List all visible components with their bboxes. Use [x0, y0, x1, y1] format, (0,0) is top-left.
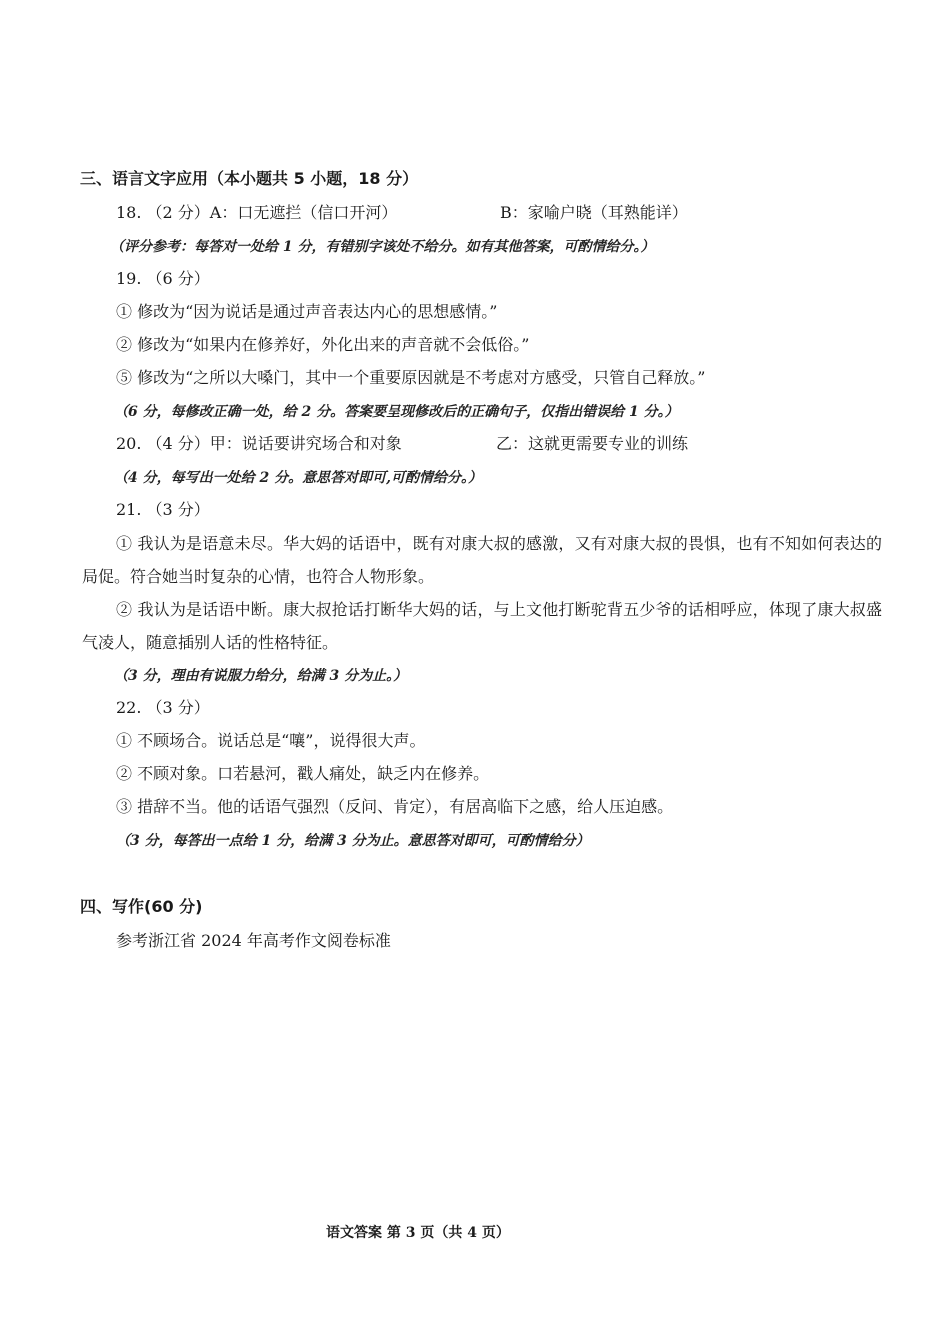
q21-scoring-note: （3 分，理由有说服力给分，给满 3 分为止。） [114, 668, 408, 684]
page-footer: 语文答案 第 3 页（共 4 页） [326, 1225, 510, 1241]
q18-scoring-note: （评分参考：每答对一处给 1 分，有错别字该处不给分。如有其他答案，可酌情给分。） [110, 239, 655, 255]
section4-body: 参考浙江省 2024 年高考作文阅卷标准 [116, 931, 391, 950]
q19-item-1: ① 修改为“因为说话是通过声音表达内心的思想感情。” [116, 302, 498, 321]
q22-item-3: ③ 措辞不当。他的话语气强烈（反问、肯定），有居高临下之感，给人压迫感。 [116, 797, 674, 816]
q22-item-1: ① 不顾场合。说话总是“嚷”，说得很大声。 [116, 731, 426, 750]
q22-item-2: ② 不顾对象。口若悬河，戳人痛处，缺乏内在修养。 [116, 764, 490, 783]
q19-item-2: ② 修改为“如果内在修养好，外化出来的声音就不会低俗。” [116, 335, 530, 354]
q21-paragraph-2: ② 我认为是话语中断。康大叔抢话打断华大妈的话，与上文他打断驼背五少爷的话相呼应，体现了康大叔盛气凌人，随意插别人话的性格特征。 [82, 600, 882, 652]
section3-title: 三、语言文字应用（本小题共 5 小题，18 分） [80, 169, 419, 188]
q22-heading: 22. （3 分） [116, 698, 210, 717]
q20-answer-a: 20. （4 分）甲：说话要讲究场合和对象 [116, 434, 402, 453]
q20-answer-b: 乙：这就更需要专业的训练 [496, 434, 689, 453]
q20-scoring-note: （4 分，每写出一处给 2 分。意思答对即可,可酌情给分。） [114, 470, 482, 486]
q21-paragraph-1: ① 我认为是语意未尽。华大妈的话语中，既有对康大叔的感激，又有对康大叔的畏惧，也有不知如何表达的局促。符合她当时复杂的心情，也符合人物形象。 [82, 534, 882, 586]
q19-item-5: ⑤ 修改为“之所以大嗓门，其中一个重要原因就是不考虑对方感受，只管自己释放。” [116, 368, 706, 387]
q22-scoring-note: （3 分，每答出一点给 1 分，给满 3 分为止。意思答对即可，可酌情给分） [116, 833, 590, 849]
q19-heading: 19. （6 分） [116, 269, 210, 288]
q18-answer-a: 18. （2 分）A：口无遮拦（信口开河） [116, 203, 398, 222]
q21-heading: 21. （3 分） [116, 500, 210, 519]
section4-title: 四、写作(60 分) [80, 897, 203, 916]
q18-answer-b: B：家喻户晓（耳熟能详） [500, 203, 688, 222]
q19-scoring-note: （6 分，每修改正确一处，给 2 分。答案要呈现修改后的正确句子，仅指出错误给 1 分。） [114, 404, 679, 420]
